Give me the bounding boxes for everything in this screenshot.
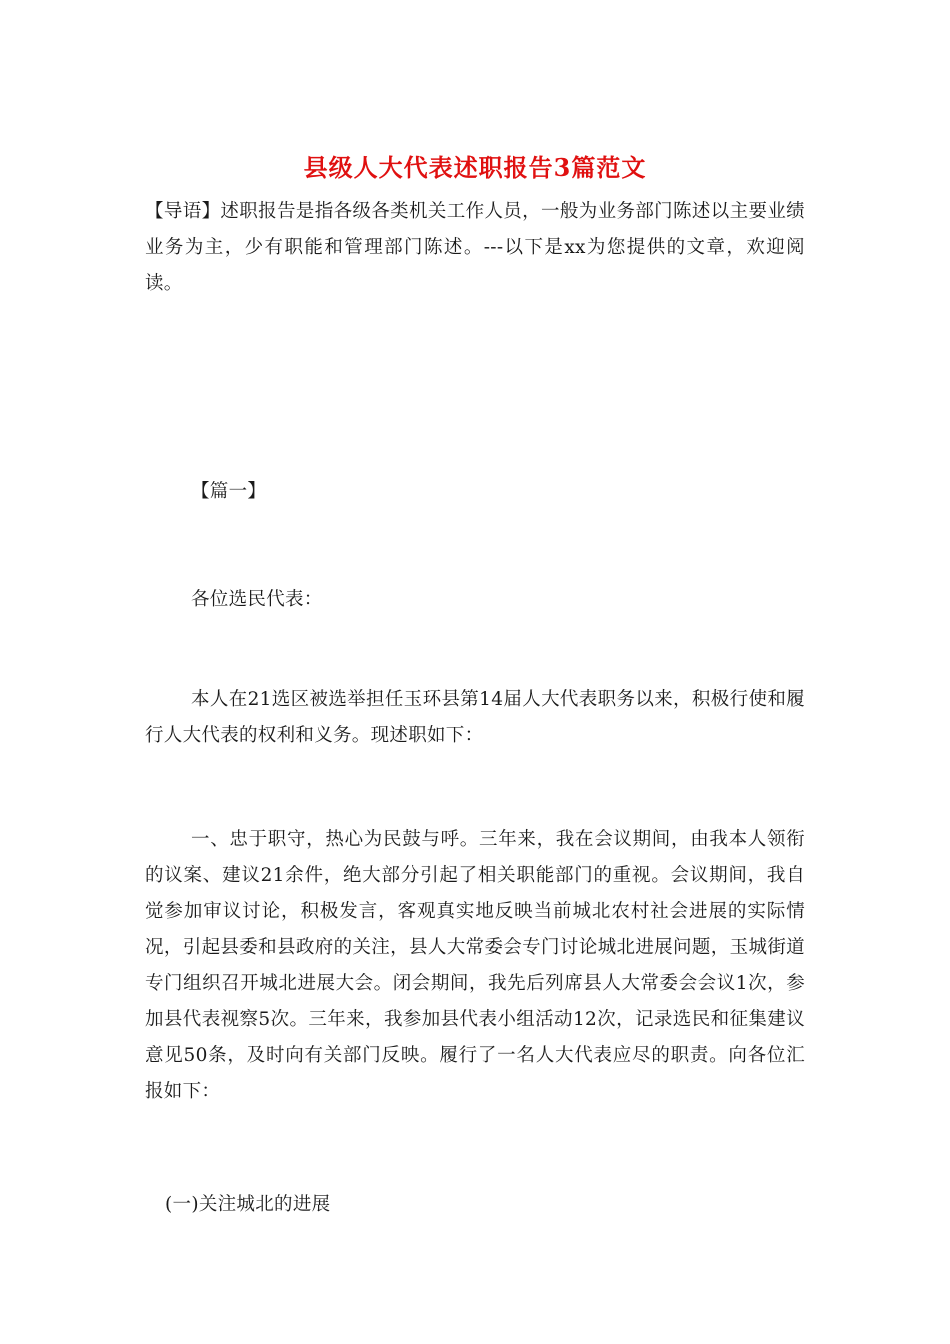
section-label: 【篇一】: [191, 481, 267, 502]
intro-paragraph: 本人在21选区被选举担任玉环县第14届人大代表职务以来，积极行使和履行人大代表的权利和义务。现述职如下：: [145, 689, 805, 746]
duty-paragraph: 一、忠于职守，热心为民鼓与呼。三年来，我在会议期间，由我本人领衔的议案、建议21余件，绝大部分引起了相关职能部门的重视。会议期间，我自觉参加审议讨论，积极发言，客观真实地反映当前城北农村社会进展的实际情况，引起县委和县政府的关注，县人大常委会专门讨论城北进展问题，玉城街道专门组织召开城北进展大会。闭会期间，我先后列席县人大常委会会议1次，参加县代表视察5次。三年来，我参加县代表小组活动12次，记录选民和征集建议意见50条，及时向有关部门反映。履行了一名人大代表应尽的职责。向各位汇报如下：: [145, 829, 805, 1102]
lead-paragraph: 【导语】述职报告是指各级各类机关工作人员，一般为业务部门陈述以主要业绩业务为主，少有职能和管理部门陈述。---以下是xx为您提供的文章，欢迎阅读。: [145, 201, 805, 294]
document-title: 县级人大代表述职报告3篇范文: [303, 153, 647, 182]
greeting-paragraph: 各位选民代表：: [191, 589, 323, 610]
subheading-paragraph: (一)关注城北的进展: [165, 1194, 331, 1215]
